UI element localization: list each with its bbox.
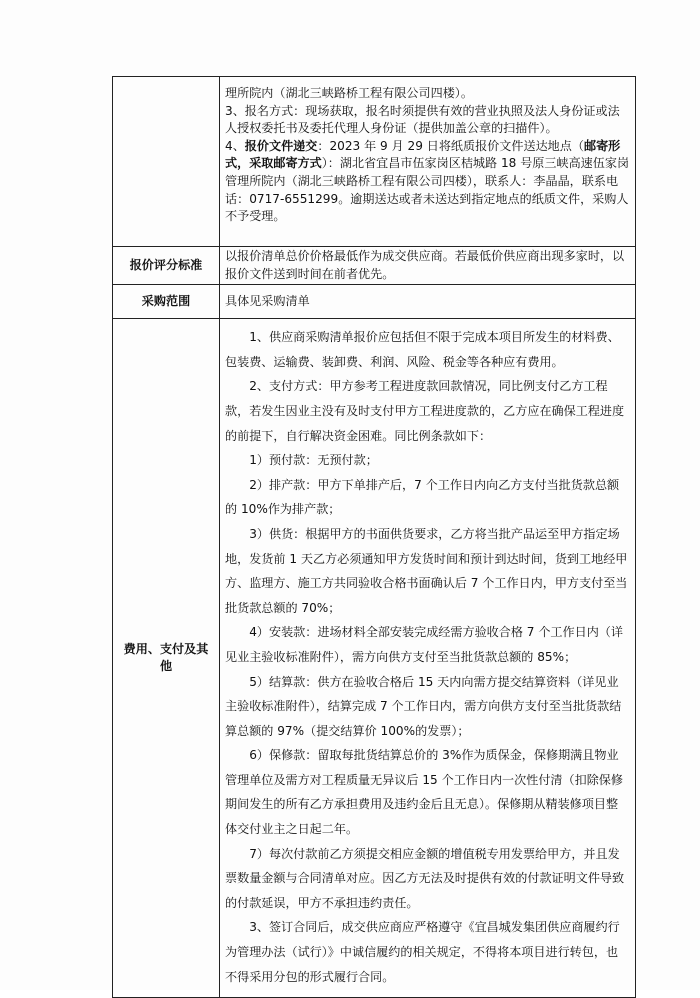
mail-form-note: 邮寄形式，采取邮寄方式 [225, 138, 621, 171]
paragraph: 3）供货：根据甲方的书面供货要求，乙方将当批产品运至甲方指定场地，发货前 1 天乙方必须通知甲方发货时间和预计到达时间，货到工地经甲方、监理方、施工方共同验收合格书面确认后 7 个工作日内，甲方支付至当批货款总额的 70%； [225, 526, 628, 615]
paragraph: 5）结算款：供方在验收合格后 15 天内向需方提交结算资料（详见业主验收标准附件），结算完成 7 个工作日内，需方向供方支付至当批货款结算总额的 97%（提交结算价 100%的发票）； [225, 674, 622, 738]
payment-terms-cell [220, 319, 636, 998]
paragraph: 3、签订合同后，成交供应商应严格遵守《宜昌城发集团供应商履约行为管理办法（试行）》中诚信履约的相关规定，不得将本项目进行转包，也不得采用分包的形式履行合同。 [225, 920, 620, 984]
row-label: 报价评分标准 [113, 247, 220, 285]
registration-method: 3、报名方式：现场获取，报名时须提供有效的营业执照及法人身份证或法人授权委托书及委托代理人身份证（提供加盖公章的扫描件）。 [225, 103, 620, 136]
procurement-table [112, 76, 636, 998]
table-row [113, 247, 636, 285]
empty-label-cell [113, 77, 220, 247]
submission-heading: 报价文件递交 [244, 138, 318, 153]
paragraph: 1、供应商采购清单报价应包括但不限于完成本项目所发生的材料费、包装费、运输费、装卸费、利润、风险、税金等各种应有费用。 [225, 330, 620, 369]
scoring-criteria: 以报价清单总价价格最低作为成交供应商。若最低价供应商出现多家时，以报价文件送到时间在前者优先。 [220, 247, 636, 285]
row-label: 采购范围 [113, 285, 220, 319]
table-row [113, 77, 636, 247]
paragraph: 6）保修款：留取每批货结算总价的 3%作为质保金，保修期满且物业管理单位及需方对工程质量无异议后 15 个工作日内一次性付清（扣除保修期间发生的所有乙方承担费用及违约金后且无息）。保修期从精装修项目整体交付业主之日起二年。 [225, 748, 623, 837]
paragraph: 2）排产款：甲方下单排产后，7 个工作日内向乙方支付当批货款总额的 10%作为排产款； [225, 477, 620, 517]
submission-cell [220, 77, 636, 247]
paragraph: 1）预付款：无预付款； [249, 453, 378, 468]
table-row [113, 319, 636, 998]
procurement-scope: 具体见采购清单 [220, 285, 636, 319]
submission-details: 4、报价文件递交：2023 年 9 月 29 日将纸质报价文件送达地点（邮寄形式，采取邮寄方式）：湖北省宜昌市伍家岗区桔城路 18 号原三峡高速伍家岗管理所院内（湖北三峡路桥工程有限公司四楼），联系人：李晶晶，联系电话：0717-6551299。逾期送达或者未送达到指定地点的纸质文件，采购人不予受理。 [225, 138, 630, 224]
paragraph: 2、支付方式：甲方参考工程进度款回款情况，同比例支付乙方工程款，若发生因业主没有及时支付甲方工程进度款的，乙方应在确保工程进度的前提下，自行解决资金困难。同比例条款如下： [225, 379, 625, 443]
paragraph: 4）安装款：进场材料全部安装完成经需方验收合格 7 个工作日内（详见业主验收标准附件），需方向供方支付至当批货款总额的 85%； [225, 625, 623, 664]
address-line: 理所院内（湖北三峡路桥工程有限公司四楼）。 [225, 86, 473, 100]
table-row [113, 285, 636, 319]
row-label: 费用、支付及其他 [113, 319, 220, 998]
paragraph: 7）每次付款前乙方须提交相应金额的增值税专用发票给甲方，并且发票数量金额与合同清单对应。因乙方无法及时提供有效的付款证明文件导致的付款延误，甲方不承担违约责任。 [225, 846, 625, 910]
